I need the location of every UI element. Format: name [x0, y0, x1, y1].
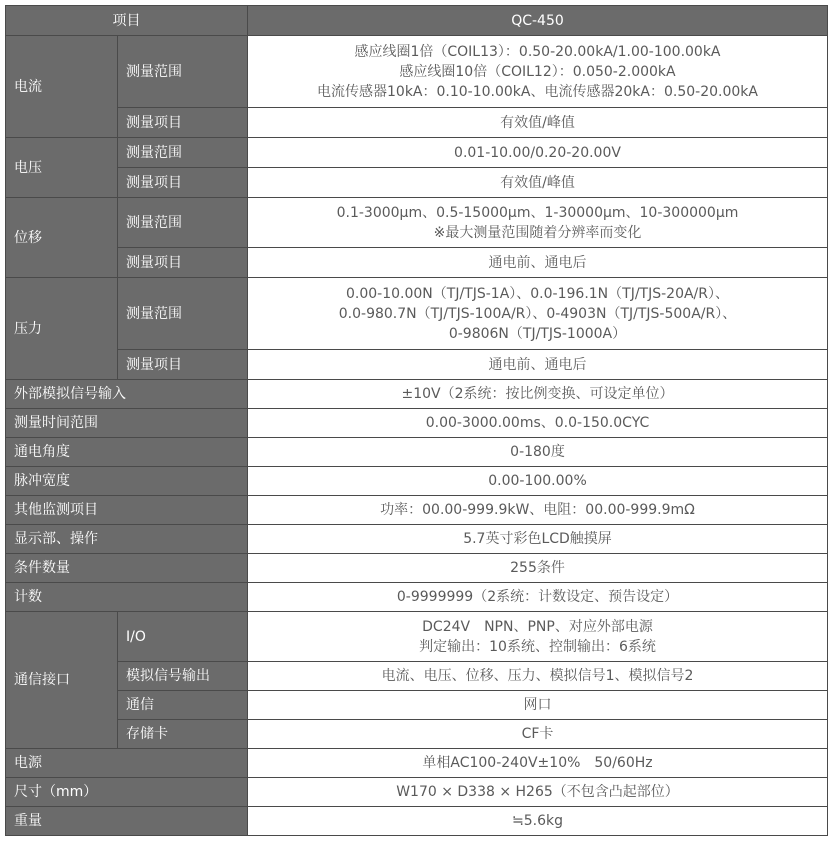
comm-card-value: CF卡 — [248, 720, 828, 749]
current-range-line: 感应线圈10倍（COIL12）：0.050-2.000kA — [399, 63, 676, 80]
table-row — [6, 108, 828, 138]
power-value: 单相AC100-240V±10% 50/60Hz — [248, 749, 828, 778]
comm-analog-value: 电流、电压、位移、压力、模拟信号1、模拟信号2 — [248, 662, 828, 691]
pressure-range-line: 0.00-10.00N（TJ/TJS-1A）、0.0-196.1N（TJ/TJS-20A/R）、 — [346, 285, 729, 302]
voltage-item-label: 测量项目 — [118, 168, 248, 198]
row-label: 条件数量 — [6, 554, 248, 583]
header-model: QC-450 — [248, 6, 828, 36]
table-row — [6, 409, 828, 438]
comm-io-line: DC24V NPN、PNP、对应外部电源 — [422, 618, 653, 635]
table-row — [6, 350, 828, 380]
displacement-range-label: 测量范围 — [118, 198, 248, 248]
displacement-item-value: 通电前、通电后 — [248, 248, 828, 278]
row-value: 0.00-100.00% — [248, 467, 828, 496]
current-item-label: 测量项目 — [118, 108, 248, 138]
table-row — [6, 554, 828, 583]
table-row — [6, 198, 828, 248]
pressure-range-line: 0-9806N（TJ/TJS-1000A） — [448, 325, 627, 342]
pressure-range-line: 0.0-980.7N（TJ/TJS-100A/R）、0-4903N（TJ/TJS-500A/R）、 — [338, 305, 737, 322]
pressure-item-value: 通电前、通电后 — [248, 350, 828, 380]
table-row — [6, 662, 828, 691]
table-row — [6, 380, 828, 409]
size-value: W170 × D338 × H265（不包含凸起部位） — [248, 778, 828, 807]
current-range-value — [248, 36, 828, 108]
table-row — [6, 168, 828, 198]
row-value: 功率：00.00-999.9kW、电阻：00.00-999.9mΩ — [248, 496, 828, 525]
table-row — [6, 583, 828, 612]
current-label: 电流 — [6, 36, 118, 138]
displacement-range-line: ※最大测量范围随着分辨率而变化 — [433, 224, 642, 241]
table-row — [6, 278, 828, 350]
row-value: ±10V（2系统：按比例变换、可设定单位） — [248, 380, 828, 409]
spec-table — [5, 5, 828, 836]
voltage-range-label: 测量范围 — [118, 138, 248, 168]
row-label: 计数 — [6, 583, 248, 612]
comm-io-value — [248, 612, 828, 662]
table-row — [6, 720, 828, 749]
table-row — [6, 467, 828, 496]
pressure-range-label: 测量范围 — [118, 278, 248, 350]
table-row — [6, 496, 828, 525]
row-value: 255条件 — [248, 554, 828, 583]
row-value: 0.00-3000.00ms、0.0-150.0CYC — [248, 409, 828, 438]
size-label: 尺寸（mm） — [6, 778, 248, 807]
current-range-line: 电流传感器10kA：0.10-10.00kA、电流传感器20kA：0.50-20.00kA — [317, 83, 758, 100]
displacement-range-value — [248, 198, 828, 248]
table-row — [6, 691, 828, 720]
displacement-label: 位移 — [6, 198, 118, 278]
current-range-line: 感应线圈1倍（COIL13）：0.50-20.00kA/1.00-100.00kA — [354, 43, 721, 60]
comm-label: 通信接口 — [6, 612, 118, 749]
row-label: 其他监测项目 — [6, 496, 248, 525]
displacement-range-line: 0.1-3000μm、0.5-15000μm、1-30000μm、10-300000μm — [336, 204, 739, 221]
row-value: 0-9999999（2系统：计数设定、预告设定） — [248, 583, 828, 612]
table-row — [6, 36, 828, 108]
current-range-label: 测量范围 — [118, 36, 248, 108]
comm-net-value: 网口 — [248, 691, 828, 720]
comm-net-label: 通信 — [118, 691, 248, 720]
row-label: 显示部、操作 — [6, 525, 248, 554]
header-row — [6, 6, 828, 36]
row-label: 脉冲宽度 — [6, 467, 248, 496]
table-row — [6, 778, 828, 807]
comm-analog-label: 模拟信号输出 — [118, 662, 248, 691]
table-row — [6, 807, 828, 836]
voltage-label: 电压 — [6, 138, 118, 198]
comm-io-label: I/O — [118, 612, 248, 662]
row-value: 0-180度 — [248, 438, 828, 467]
voltage-range-value: 0.01-10.00/0.20-20.00V — [248, 138, 828, 168]
pressure-label: 压力 — [6, 278, 118, 380]
table-row — [6, 138, 828, 168]
pressure-item-label: 测量项目 — [118, 350, 248, 380]
row-label: 测量时间范围 — [6, 409, 248, 438]
row-label: 通电角度 — [6, 438, 248, 467]
weight-value: ≒5.6kg — [248, 807, 828, 836]
pressure-range-value — [248, 278, 828, 350]
row-label: 外部模拟信号输入 — [6, 380, 248, 409]
displacement-item-label: 测量项目 — [118, 248, 248, 278]
table-row — [6, 525, 828, 554]
current-item-value: 有效值/峰值 — [248, 108, 828, 138]
table-row — [6, 438, 828, 467]
comm-io-line: 判定输出：10系统、控制输出：6系统 — [419, 638, 656, 655]
row-value: 5.7英寸彩色LCD触摸屏 — [248, 525, 828, 554]
power-label: 电源 — [6, 749, 248, 778]
table-row — [6, 612, 828, 662]
weight-label: 重量 — [6, 807, 248, 836]
voltage-item-value: 有效值/峰值 — [248, 168, 828, 198]
header-item: 项目 — [6, 6, 248, 36]
comm-card-label: 存储卡 — [118, 720, 248, 749]
table-row — [6, 248, 828, 278]
table-row — [6, 749, 828, 778]
